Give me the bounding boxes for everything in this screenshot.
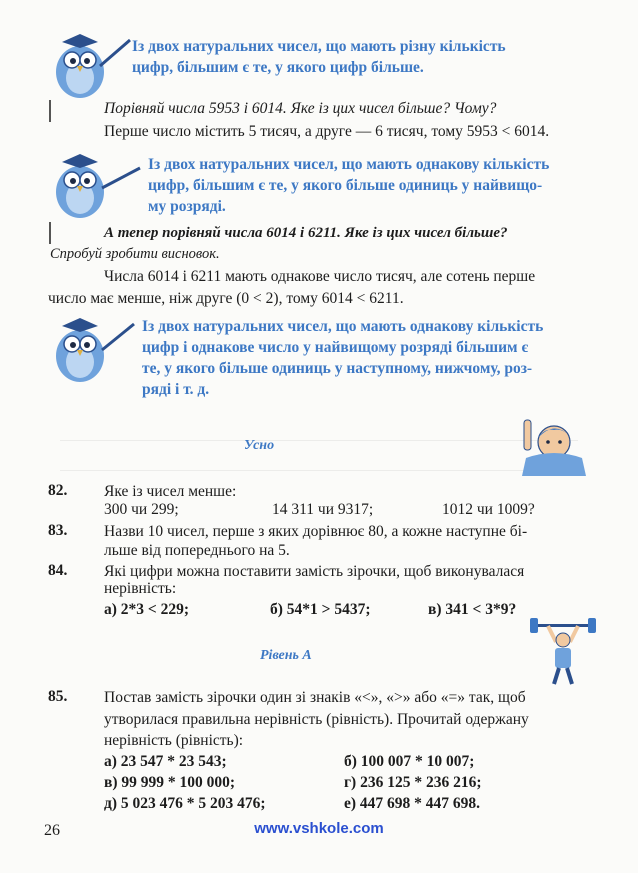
exercise-number: 85. [48,688,68,705]
exercise-84-item: в) 341 < 3*9? [428,601,517,618]
owl-teacher-icon [46,28,132,100]
answer-2: Числа 6014 і 6211 мають однакове число тисяч, але сотень перше [104,268,536,285]
boy-raising-hand-icon [516,414,594,476]
rule-line: цифр і однакове число у найвищому розряді більшим є [142,339,529,356]
exercise-number: 82. [48,482,68,499]
bleed-line [60,440,578,441]
rule-line: Із двох натуральних чисел, що мають однакову кількість [148,156,550,173]
exercise-number: 84. [48,562,68,579]
exercise-85-item: а) 23 547 * 23 543; [104,753,227,770]
rule-2 [148,154,549,217]
exercise-85-item: г) 236 125 * 236 216; [344,774,482,791]
question-2: А тепер порівняй числа 6014 і 6211. Яке із цих чисел більше? [104,225,508,241]
margin-bar [49,100,51,122]
exercise-85-item: б) 100 007 * 10 007; [344,753,475,770]
section-oral: Усно [244,438,275,453]
weightlifter-icon [528,616,598,686]
exercise-85-item: д) 5 023 476 * 5 203 476; [104,795,266,812]
exercise-82-item: 1012 чи 1009? [442,501,535,518]
rule-1 [132,36,506,78]
rule-line: те, у якого більше одиниць у наступному, нижчому, роз- [142,360,533,377]
rule-line: му розряді. [148,198,226,215]
section-level-a: Рівень А [260,648,312,663]
exercise-85-text: Постав замість зірочки один зі знаків «<», «>» або «=» так, щоб [104,689,526,706]
exercise-number: 83. [48,522,68,539]
exercise-85-text: нерівність (рівність): [104,732,244,749]
exercise-85-item: е) 447 698 * 447 698. [344,795,481,812]
rule-line: ряді і т. д. [142,381,210,398]
exercise-84-text: Які цифри можна поставити замість зірочки, щоб виконувалася [104,563,525,580]
page-number: 26 [44,822,60,839]
owl-teacher-icon [46,310,136,384]
margin-bar [49,222,51,244]
exercise-82-text: Яке із чисел менше: [104,483,237,500]
exercise-85-item: в) 99 999 * 100 000; [104,774,236,791]
answer-1: Перше число містить 5 тисяч, а друге — 6 тисяч, тому 5953 < 6014. [104,123,550,140]
bleed-line [60,470,578,471]
exercise-84-text: нерівність: [104,580,177,597]
exercise-84-item: б) 54*1 > 5437; [270,601,371,618]
rule-line: цифр, більшим є те, у якого більше одиниць у найвищо- [148,177,543,194]
exercise-83-text: льше від попереднього на 5. [104,542,290,559]
rule-line: Із двох натуральних чисел, що мають однакову кількість [142,318,544,335]
rule-3 [142,316,543,400]
rule-line: Із двох натуральних чисел, що мають різну кількість [132,38,506,55]
footer-link[interactable]: www.vshkole.com [254,820,384,837]
exercise-84-item: а) 2*3 < 229; [104,601,190,618]
exercise-83-text: Назви 10 чисел, перше з яких дорівнює 80, а кожне наступне бі- [104,523,528,540]
exercise-82-item: 14 311 чи 9317; [272,501,374,518]
question-2-cont: Спробуй зробити висновок. [50,246,220,262]
question-1: Порівняй числа 5953 і 6014. Яке із цих чисел більше? Чому? [104,100,497,117]
rule-line: цифр, більшим є те, у якого цифр більше. [132,59,424,76]
exercise-85-text: утворилася правильна нерівність (рівність). Прочитай одержану [104,711,529,728]
answer-2-cont: число має менше, ніж друге (0 < 2), тому 6014 < 6211. [48,290,404,307]
owl-teacher-icon [46,146,142,222]
exercise-82-item: 300 чи 299; [104,501,179,518]
